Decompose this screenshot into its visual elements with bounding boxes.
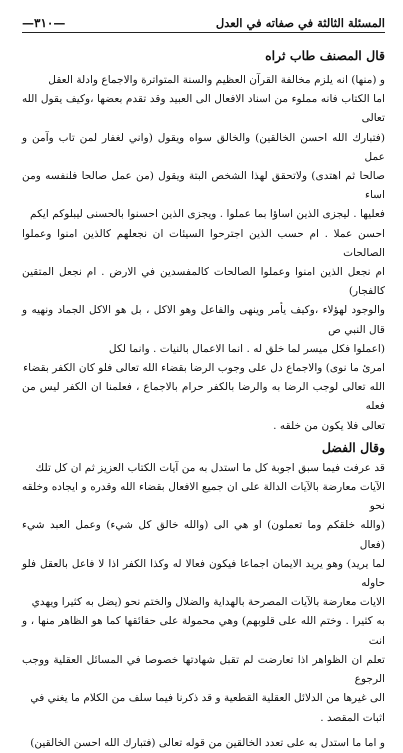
text-line: الآيات معارضة بالآيات الدالة على ان جميع الافعال بقضاء الله وقدره و ايجاده وخلقه نحو xyxy=(22,481,385,513)
text-line: احسن عملا . ام حسب الذين اجترحوا السيئات ان نجعلهم كالذين امنوا وعملوا الصالحات xyxy=(22,227,385,259)
text-line: ام نجعل الذين امنوا وعملوا الصالحات كالمفسدين في الارض . ام نجعل المتقين كالفجار) xyxy=(22,266,385,298)
text-line: قد عرفت فيما سبق اجوبة كل ما استدل به من آيات الكتاب العزيز ثم ان كل تلك xyxy=(35,461,385,474)
text-line: اثبات المقصد . xyxy=(320,711,385,724)
text-line: الله تعالى لوجب الرضا به والرضا بالكفر حرام بالاجماع ، فعلمنا ان الكفر ليس من فعله xyxy=(22,381,385,413)
section-heading-fadl: وقال الفضل xyxy=(321,439,385,455)
running-title: المسئلة الثالثة في صفاته في العدل xyxy=(215,16,385,30)
fadl-response-text xyxy=(22,459,385,728)
text-line: صالحا ثم اهتدى) ولاتحقق لهذا الشخص البتة ويقول (من عمل صالحا فلنفسه ومن اساء xyxy=(22,170,385,202)
text-line: فعليها . ليجزى الذين اساؤا بما عملوا . ويجزى الذين احسنوا بالحسنى ليبلوكم ايكم xyxy=(30,208,385,221)
text-line: والوجود لهؤلاء ،وكيف يأمر وينهى والفاعل وهو الاكل ، بل هو الاكل الجماد ونهيه و قال النبي ص xyxy=(22,304,385,336)
closing-line: و اما ما استدل به على تعدد الخالقين من قوله تعالى (فتبارك الله احسن الخالقين) xyxy=(30,736,385,749)
text-line: تعلم ان الظواهر اذا تعارضت لم تقبل شهادتها خصوصا في المسائل العقلية ووجب الرجوع xyxy=(22,653,385,686)
text-line: اما الكتاب فانه مملوء من اسناد الافعال الى العبيد وقد تقدم بعضها ،وكيف يقول الله تعالى xyxy=(22,93,385,125)
text-line: لما يريد) وهو يريد الايمان اجماعا فيكون فعالا له وكذا الكفر اذا لا فاعل بالعقل فلو حاوله xyxy=(22,557,385,590)
page-number: —٣١٠— xyxy=(22,16,66,30)
text-line: الايات معارضة بالآيات المصرحة بالهداية والضلال والختم نحو (يضل به كثيرا ويهدي xyxy=(31,596,385,609)
text-line: (والله خلقكم وما تعملون) او هي الى (والله خالق كل شيء) وعمل العبد شيء (فعال xyxy=(22,519,385,551)
text-line: به كثيرا . وختم الله على قلوبهم) وهي محمولة على حقائقها كما هو الظاهر منها ، و انت xyxy=(22,615,385,647)
text-line: امرئ ما نوى) والاجماع دل على وجوب الرضا بقضاء الله تعالى فلو كان الكفر بقضاء xyxy=(23,362,385,375)
page-header xyxy=(22,8,385,33)
text-line: الى غيرها من الدلائل العقلية القطعية و قد ذكرنا فيما سلف من الكلام ما يغني في xyxy=(30,692,385,705)
text-line: و (منها) انه يلزم مخالفة القرآن العظيم والسنة المتواترة والاجماع وادلة العقل xyxy=(48,74,385,86)
section-heading-author: قال المصنف طاب ثراه xyxy=(265,48,385,63)
text-line: تعالى فلا يكون من خلقه . xyxy=(273,419,385,432)
author-argument-text xyxy=(22,71,385,436)
text-line: (اعملوا فكل ميسر لما خلق له . انما الاعمال بالنيات . وانما لكل xyxy=(108,342,385,355)
text-line: (فتبارك الله احسن الخالقين) والخالق سواه ويقول (واني لغفار لمن تاب وآمن و عمل xyxy=(22,131,385,163)
